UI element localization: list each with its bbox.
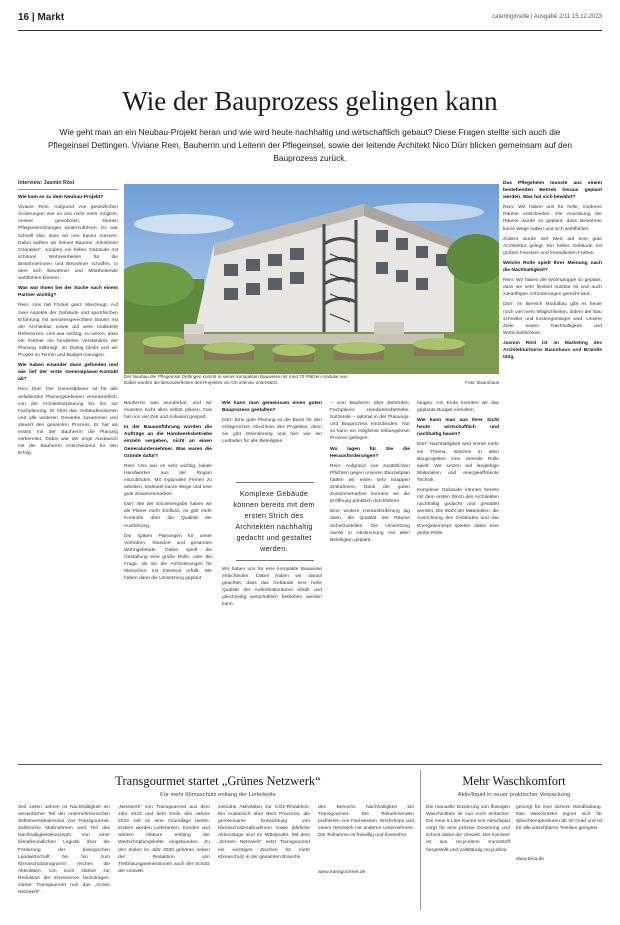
col3-p1: Dürr: Eine gute Planung ist die Basis für den erfolgreichen Abschluss des Projektes, denn sie gibt Orientierung und hier wie ein Leitfaden für alle Beteiligten. — [222, 418, 322, 445]
story3-subtitle: Aktiv/liquid in neuer praktischer Verpackung — [457, 792, 571, 798]
answer-r1b: Zudem wurde viel Wert auf eine gute Architektur gelegt. Ein helles Gebäude mit großen Fenstern und freundlichen Farben. — [503, 236, 602, 256]
article-column-4 — [330, 400, 410, 547]
story2-subtitle: Für mehr Klimaschutz entlang der Lieferkette — [160, 792, 276, 798]
story2-col-4 — [318, 804, 414, 880]
col2-p2: Rein: Uns war es sehr wichtig, lokale Handwerker aus der Region einzubinden. Mit regionalen Firmen zu arbeiten, bedeutet kurze Wege und eine gute Zusammenarbeit. — [124, 463, 212, 498]
story2-col-2 — [118, 804, 210, 878]
col2-p3: Dürr: Bei der Einzelvergabe haben wir als Planer mehr Einfluss, es gibt mehr Kontrolle über die Qualität der Ausführung. — [124, 502, 212, 529]
answer-3: Nico Dürr: Der Generalplaner ist für alle anfallenden Planungsarbeiten verantwortlich, von der Architekturplanung bis hin zur Fachplanung. Er führt das Gebäudevolumen und alle weiteren Gewerke zusammen und steuert den gesamten Prozess. Er hat als erstes mit der Bauherrin die Planung vorbereitet. Dabei war der enge Austausch mit der Bauherrin entscheidend für den Erfolg. — [18, 387, 118, 457]
story2-p4: des Bereichs Nachhaltigkeit bei Transgourmet. Die Teilnehmenden profitieren von Fachwissen, Workshops und einem Netzwerk mit anderen Unternehmen. Die Teilnahme ist freiwillig und kostenfrei. — [318, 805, 414, 839]
quote-rule-top — [236, 482, 314, 483]
col2-question: In der Bauausführung wurden die Aufträge an die Handwerksbetriebe einzeln vergeben, nicht an einen Generalunternehmer. Was waren die Gründe dafür? — [124, 425, 212, 459]
page-section-label: 16 | Markt — [18, 12, 65, 23]
story3-p1: Die manuelle Dosierung von flüssigen Waschmitteln ist nun noch einfacher: Die neue 5 Liter Kanne von Aktiv/liquid sorgt für eine präzise Dosierung und schont dabei die Umwelt. Der Kanister ist aus recyceltem Kunststoff hergestellt und vollständig recycelbar. — [426, 805, 510, 853]
col5-p1: fangen. Am Ende konnten wir das geplante Budget einhalten. — [417, 401, 499, 414]
story2-title: Transgourmet startet „Grünes Netzwerk“ — [115, 774, 321, 788]
building-photo — [124, 184, 499, 374]
story2-p2: „Netzwerk“ von Transgourmet aus dem Jahr 2022 und dem Ende des Jahres 2023 soll es eine Grundlage bieten. Zudem werden Lieferanten, Kunden und weitere Akteure entlang der Wertschöpfungskette eingebunden. Zu den Zielen im Jahr 2030 gehören neben der Reduktion von Treibhausgasemissionen auch der Schutz der Umwelt. — [118, 805, 210, 874]
col2-p4: Die späten Planungen für unser Vorhaben, Standort und gesamtes Wohngebäude. Dabei spielt die Gestaltung eine große Rolle, oder die Frage, ob sie die Anforderungen für Menschen mit Demenz erfüllt. Wir haben dann die Umsetzung geplant. — [124, 533, 212, 582]
interview-byline: Interview: Jasmin Rösl — [18, 180, 118, 190]
question-r1: Das Pflegeheim musste aus einem bestehenden Betrieb heraus geplant werden. Was hat sich bewährt? — [503, 181, 602, 201]
article-lead: Wie geht man an ein Neubau-Projekt heran und wie wird heute nachhaltig und wirtschaftlich gebaut? Diese Fragen stellte sich auch die Pflegeinsel Dettingen. Viviane Rein, Bauherrin und Leiterin der Pflegeinsel, sowie der leitende Architekt Nico Dürr blicken gemeinsam auf den Bauprozess zurück. — [47, 127, 573, 163]
col5-p2: Dürr: Nachhaltigkeit wird immer mehr ein Thema, welches in allen Bauprojekten eine zentrale Rolle spielt. Wir setzen auf langlebige Materialien und energieeffiziente Technik. — [417, 442, 499, 483]
question-2: Was war Ihnen bei der Suche nach einem Partner wichtig? — [18, 286, 118, 299]
answer-r1: Rein: Wir haben uns für helle, moderne Räume entschieden. Die Anordnung der Räume wurde so geplant, dass Bewohner kurze Wege haben und sich wohlfühlen. — [503, 205, 602, 232]
col5-p3: Komplexe Gebäude können bereits mit dem ersten Strich des Architekten nachhaltig gedacht und gestaltet werden. Die Wahl der Materialien, die Ausrichtung des Gebäudes und das Energiekonzept spielen dabei eine große Rolle. — [417, 488, 499, 536]
story2-col-3 — [218, 804, 310, 864]
col4-p1: – vom Bauherrn über Behörden, Fachplaner, Handwerksbetriebe, Nutzende – optimal in der Planungs- und Bauprozess einzubinden. Nur so kann ein möglichst reibungsloser Prozess gelingen. — [330, 401, 410, 442]
col4-p3: Eine weitere Herausforderung lag darin, die Qualität der Räume sicherzustellen. Die Umsetzung wurde in Abstimmung mit allen Beteiligten geplant. — [330, 509, 410, 543]
issue-info: cateringinside | Ausgabe 2/11 15.12.2023 — [492, 14, 602, 20]
author-bio: Jasmin Rösl ist im Marketing des Architekturbüros Baumhaus und Brändle tätig. — [503, 340, 602, 361]
photo-caption-text-2: Dabei wurden die Besonderheiten des Projektes vor Ort intensiv unterstützt. — [124, 380, 279, 386]
answer-r2: Rein: Wir haben die Wohngruppe so geplant, dass sie sehr flexibel nutzbar ist und auch zukünftigen Anforderungen gerecht wird. — [503, 278, 602, 298]
article-column-6 — [503, 180, 602, 364]
photo-caption — [124, 374, 499, 387]
article-column-5 — [417, 400, 499, 540]
answer-r2b: Dürr: Im Bereich Modulbau gibt es heute noch viel mehr Möglichkeiten, indem der Bau schneller und kostengünstiger wird. Unsere Ziele waren Nachhaltigkeit und Wirtschaftlichkeit. — [503, 302, 602, 336]
photo-caption-text: Der Neubau der Pflegeinsel Dettingen kommt in seiner kompakten Bauweise mit rund 70 Plätzen modular aus. — [124, 374, 349, 379]
question-r2: Welche Rolle spielt Ihrer Meinung nach die Nachhaltigkeit? — [503, 260, 602, 274]
article-column-3 — [222, 400, 322, 449]
article-title: Wie der Bauprozess gelingen kann — [122, 86, 498, 116]
quote-rule-bottom — [236, 560, 314, 561]
story3-col-2 — [516, 804, 602, 866]
photo-credit: Foto: Baumhaus — [465, 380, 499, 386]
article-column-3b — [222, 566, 322, 612]
col3-question: Wie kann man gemeinsam einen guten Bauprozess gestalten? — [222, 401, 322, 414]
story3-title: Mehr Waschkomfort — [462, 774, 566, 788]
question-1: Wie kam es zu dem Neubau-Projekt? — [18, 195, 104, 201]
header-divider — [18, 30, 602, 31]
article-column-2 — [124, 400, 212, 585]
section-divider — [18, 764, 602, 765]
col5-question: Wie kann man aus Ihrer Sicht heute wirtschaftlich und nachhaltig bauen? — [417, 418, 499, 438]
story3-link[interactable]: www.tana.de — [516, 857, 545, 863]
col4-question: Wo lagen für Sie die Herausforderungen? — [330, 446, 410, 459]
col3-p2: Wir haben uns für eine kompakte Bauweise entschieden. Dabei haben wir darauf geachtet, dass das Gebäude eine hohe Qualität der Aufenthaltsräume erhält und gleichzeitig wirtschaftlich betrieben werden kann. — [222, 567, 322, 608]
story2-col-1 — [18, 804, 110, 899]
pull-quote: Komplexe Gebäude können bereits mit dem ersten Strich des Architekten nachhaltig gedacht und gestaltet werden. — [233, 489, 315, 553]
answer-1: Viviane Rein: Aufgrund von gesetzlichen Änderungen war es uns nicht mehr möglich, unsere gewohnten, kleinen Pflegeeinrichtungen weiterzuführen. Es war schnell klar, dass wir neu bauen müssen. Dabei wollten wir keinen Baumer „Kleinheim Charakter“, sondern ein helles Gebäude mit schönen Wohneinheiten für die Bewohnerinnen und Bewohner schaffen, in dem sich Bewohner und Mitarbeitende wohlfühlen können. — [18, 205, 118, 282]
answer-2: Rein: Uns hat Föckel ganz überzeugt. Auf zwei Aspekte der Gebäude und spezifischen Erfahrung mit seniorengerechtem Bauen mit der Architektur sowie auf viele realisierte Referenzen. Uns war wichtig, zu sehen, dass ein Partner ein fundiertes Verständnis der Planung mitbringt, im Dialog bleibt und wir Projekt zu Termin und Budget managen. — [18, 303, 118, 359]
story2-p1: Seit vielen Jahren ist Nachhaltigkeit ein wesentlicher Teil der unternehmerischen Selbstverständnisses von Transgourmet. Zahlreiche Maßnahmen sind Teil des Nachhaltigkeitskonzepts: Von einer klimafreundlichen Logistik über die Förderung der biologischen Landwirtschaft bis hin zum Klimaschutzprogramm reichen die Aktivitäten. Um noch stärker zur Reduktion der Emissionen beizutragen, startet Transgourmet nun das „Grüne Netzwerk“. — [18, 805, 110, 896]
question-3: Wie haben einander dann gefunden und wie lief der erste Generalplaner-Kontakt ab? — [18, 363, 118, 383]
story3-col-1 — [426, 804, 510, 857]
story2-p3: zeitnahe Aktivitäten zur CO2-Reduktion. Ein Austausch über Best Practices, die gemeinsame Entwicklung von Klimaschutzmaßnahmen sowie jährliche Aktionstage sind im Mittelpunkt. Mit dem „Grünen Netzwerk“ setzt Transgourmet ein wichtiges Zeichen für mehr Klimaschutz in der gesamten Branche. — [218, 805, 310, 860]
story-divider — [420, 770, 421, 910]
article-column-1 — [18, 180, 118, 460]
col2-p1: Bauherrin was wunderbar, und wir mussten nicht alles selbst planen. Das hat uns viel Zeit und Aufwand gespart. — [124, 401, 212, 421]
col4-p2: Rein: Aufgrund von zusätzlichen Pflichten gegen unseren Bauzeitplan hatten wir einen sehr knappen Zeitrahmen. Dank der guten Zusammenarbeit konnten wir die Eröffnung pünktlich durchführen. — [330, 463, 410, 505]
story2-link[interactable]: www.transgourmet.de — [318, 870, 366, 876]
story3-p2: gesorgt für eine sichere Handhabung. Das Waschmittel eignet sich für Waschtemperaturen ab 30 Grad und ist für alle waschbaren Textilien geeignet. — [516, 805, 602, 832]
